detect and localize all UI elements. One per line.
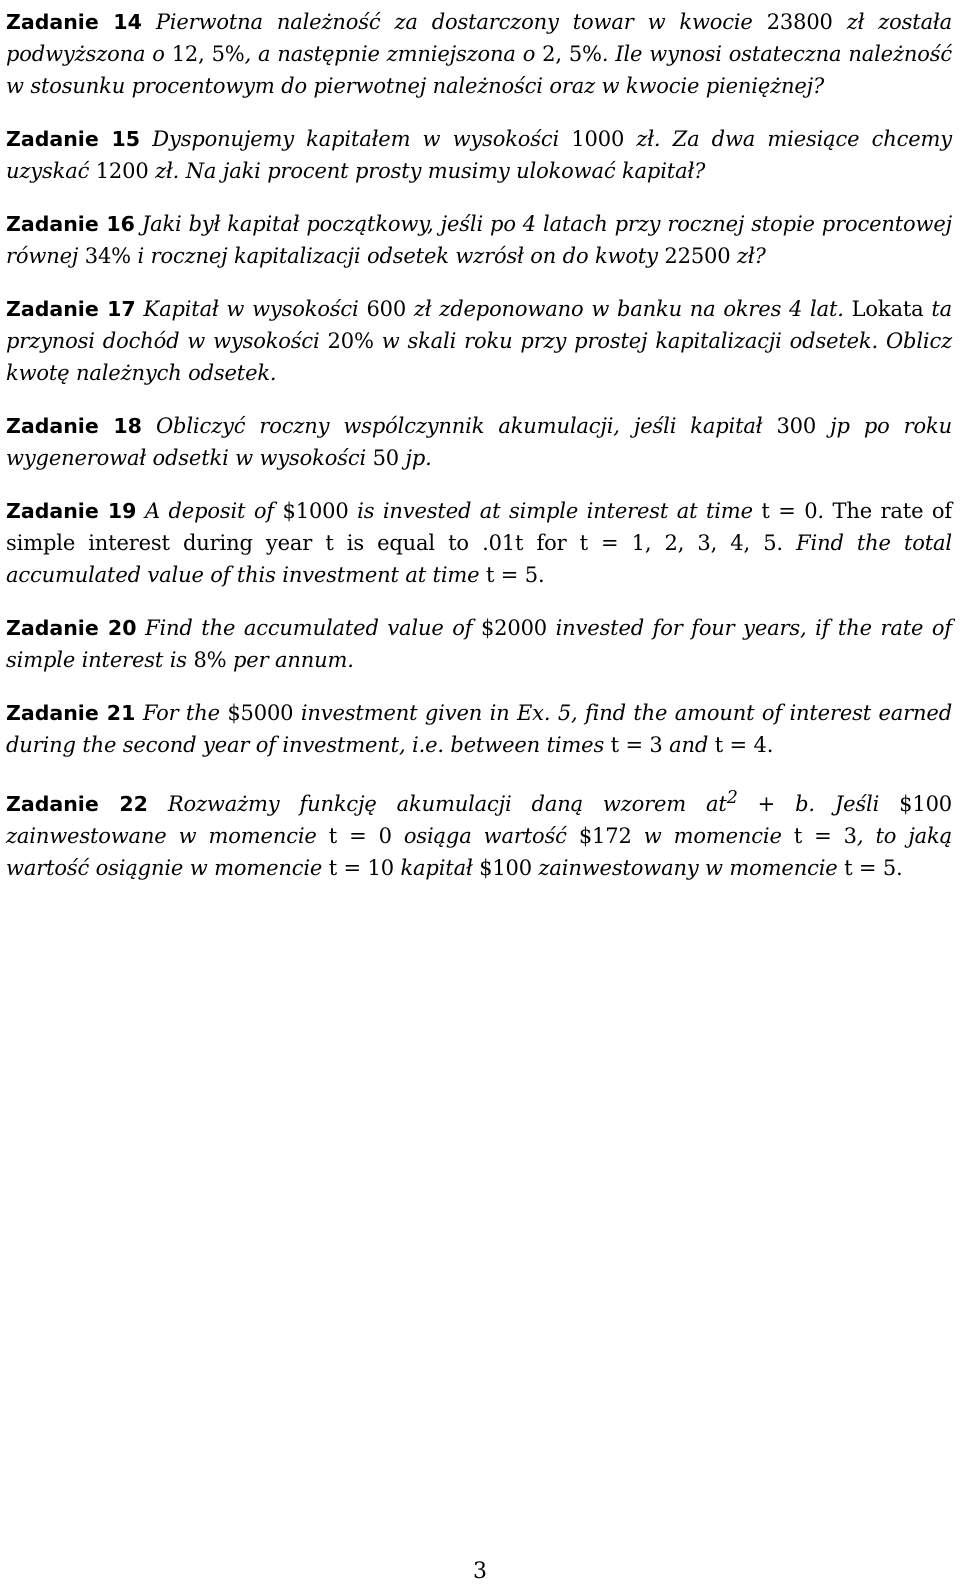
text-segment: The rate of simple interest during year t is equal to .01t for t = 1, 2, 3, 4, 5. [6,499,952,555]
text-segment: t = 0 [761,499,818,523]
text-segment: . Ile wynosi ostateczna należność w stosunku procentowym do pierwotnej należności oraz w kwocie pieniężnej? [6,42,952,98]
text-segment: Lokata [843,297,924,321]
text-segment: 20% [327,329,374,353]
text-segment: 50 [372,446,399,470]
text-segment: $100 [899,792,953,816]
text-segment: t = 10 [328,856,394,880]
text-segment: i rocznej kapitalizacji odsetek wzrósł on do kwoty [130,244,665,268]
page-number: 3 [473,1559,487,1584]
problem-label: Zadanie 16 [6,212,135,236]
text-segment: w skali roku przy prostej kapitalizacji odsetek. Oblicz kwotę należnych odsetek. [6,329,952,385]
superscript: 2 [726,788,738,808]
text-segment: 2, 5% [542,42,602,66]
text-segment: Jaki był kapitał początkowy, jeśli po 4 latach przy rocznej stopie procentowej równej [6,212,952,268]
text-segment: zł? [730,244,766,268]
text-segment: 600 [366,297,407,321]
text-segment: . [817,499,824,523]
text-segment: w momencie [631,824,794,848]
text-segment: zainwestowany w momencie [531,856,845,880]
text-segment: 12, 5% [171,42,245,66]
text-segment: A deposit of [144,499,283,523]
text-segment: , a następnie zmniejszona o [244,42,543,66]
text-segment: $5000 [227,701,294,725]
problem-18 [6,410,952,474]
text-segment: Dysponujemy kapitałem w wysokości [152,127,572,151]
text-segment: zł zdeponowano w banku na okres 4 lat. [406,297,844,321]
problem-label: Zadanie 21 [6,701,136,725]
text-segment: t = 3 [793,824,857,848]
problem-label: Zadanie 20 [6,616,137,640]
text-segment: Obliczyć roczny wspólczynnik akumulacji, jeśli kapitał [155,414,777,438]
problem-20 [6,612,952,676]
text-segment: $172 [578,824,632,848]
problem-22 [6,782,952,884]
text-segment: and [662,733,715,757]
problem-16 [6,208,952,272]
text-segment: is invested at simple interest at time [348,499,762,523]
text-segment: invested for four years, if the rate of simple interest is [6,616,952,672]
text-segment: zł. Na jaki procent prosty musimy ulokować kapitał? [148,159,706,183]
text-segment: 23800 [766,10,833,34]
text-segment: $1000 [282,499,349,523]
text-segment: jp po roku wygenerował odsetki w wysokości [6,414,952,470]
problem-15 [6,123,952,187]
problem-14 [6,6,952,102]
text-segment: osiąga wartość [391,824,579,848]
text-segment: 300 [776,414,817,438]
problem-text [6,212,952,268]
text-segment: $100 [479,856,532,880]
text-segment: 34% [84,244,131,268]
problem-text [6,297,952,385]
text-segment: zainwestowane w momencie [6,824,329,848]
text-segment: + b. Jeśli [737,792,900,816]
text-segment: zł została podwyższona o [6,10,952,66]
problem-17 [6,293,952,389]
text-segment: Find the total accumulated value of this investment at time [6,531,952,587]
text-segment: , to jaką wartość osiągnie w momencie [6,824,952,880]
text-segment: Kapitał w wysokości [143,297,367,321]
text-segment: jp. [399,446,432,470]
problem-label: Zadanie 14 [6,10,142,34]
text-segment: ta przynosi dochód w wysokości [6,297,952,353]
text-segment: t = 0 [328,824,392,848]
text-segment: Find the accumulated value of [145,616,481,640]
problem-19 [6,495,952,591]
problem-text [6,788,953,880]
text-segment: t = 5. [485,563,545,587]
text-segment: t = 4. [714,733,774,757]
text-segment: kapitał [393,856,480,880]
problem-text [6,127,952,183]
text-segment: 1000 [571,127,625,151]
problem-text [6,499,952,587]
problem-label: Zadanie 15 [6,127,141,151]
problem-text [6,616,952,672]
problem-list [6,6,952,884]
problem-label: Zadanie 17 [6,297,136,321]
text-segment: t = 3 [610,733,663,757]
problem-label: Zadanie 19 [6,499,137,523]
problem-text [6,414,952,470]
text-segment: zł. Za dwa miesiące chcemy uzyskać [6,127,952,183]
text-segment: t = 5. [844,856,903,880]
problem-21 [6,697,952,761]
text-segment: Rozważmy funkcję akumulacji daną wzorem at [167,792,727,816]
text-segment: 22500 [664,244,731,268]
text-segment: investment given in Ex. 5, find the amount of interest earned during the second year of investment, i.e. between times [6,701,952,757]
problem-label: Zadanie 22 [6,792,148,816]
text-segment: For the [142,701,228,725]
text-segment: 8% [193,648,227,672]
text-segment: per annum. [226,648,354,672]
text-segment: $2000 [480,616,547,640]
problem-text [6,701,952,757]
text-segment: 1200 [95,159,149,183]
problem-label: Zadanie 18 [6,414,142,438]
text-segment: Pierwotna należność za dostarczony towar w kwocie [155,10,767,34]
problem-text [6,10,952,98]
document-page [6,6,952,905]
